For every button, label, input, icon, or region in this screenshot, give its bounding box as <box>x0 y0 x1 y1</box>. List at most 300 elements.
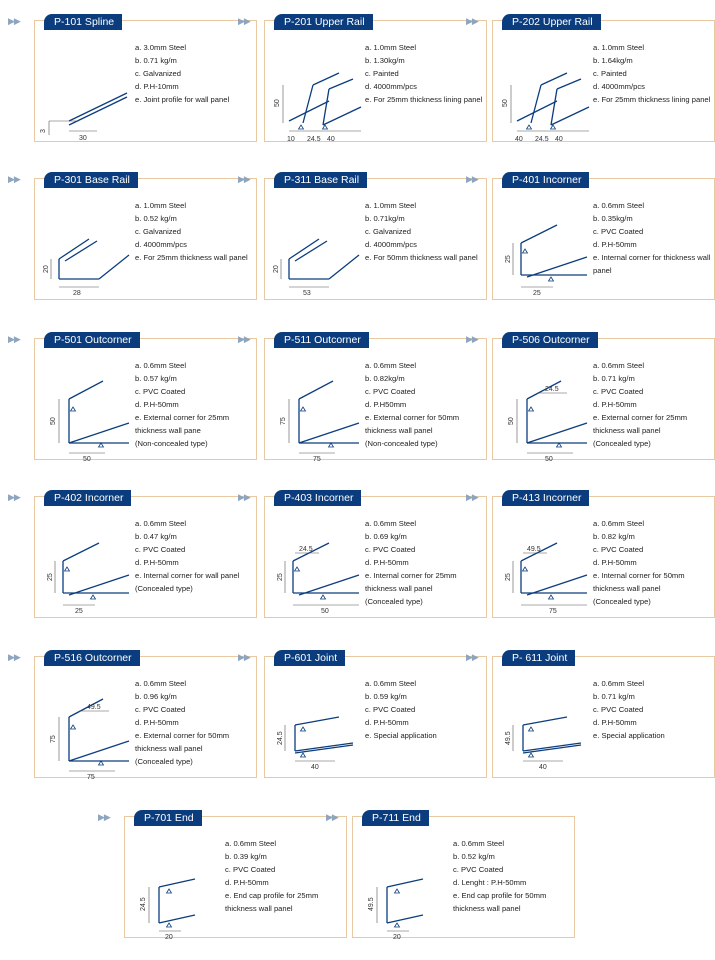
marker-triangle-icon <box>323 125 328 129</box>
spec-item: a. 0.6mm Steel <box>135 361 187 370</box>
spec-list <box>365 359 483 450</box>
profile-frame <box>34 338 257 463</box>
profile-line <box>387 879 423 887</box>
spec-item: d. P.H-50mm <box>365 718 409 727</box>
marker-triangle-icon <box>167 889 172 893</box>
dimension-label: 24.5 <box>545 386 559 393</box>
dimension-label: 49.5 <box>368 897 375 911</box>
dimension-label: 40 <box>311 764 319 771</box>
spec-item: c. Painted <box>593 69 627 78</box>
dimension-label: 40 <box>515 136 523 143</box>
spec-list <box>593 677 711 742</box>
double-arrow-icon: ▶▶ <box>8 335 20 345</box>
double-arrow-icon: ▶▶ <box>466 653 478 663</box>
profile-line <box>523 745 581 753</box>
double-arrow-icon: ▶▶ <box>466 17 478 27</box>
spec-list <box>365 677 483 742</box>
spec-item: a. 0.6mm Steel <box>225 839 277 848</box>
profile-frame <box>34 496 257 618</box>
dimension-label: 75 <box>87 774 95 781</box>
spec-item: e. Joint profile for wall panel <box>135 95 230 104</box>
profile-line <box>159 879 195 887</box>
dimension-label: 50 <box>50 417 57 425</box>
profile-drawing <box>39 203 135 303</box>
profile-line <box>557 79 581 89</box>
profile-line <box>323 107 361 125</box>
double-arrow-icon: ▶▶ <box>238 653 250 663</box>
profile-frame <box>492 656 715 778</box>
spec-item: e. End cap profile for 25mm thickness wall panel <box>225 891 319 913</box>
profile-line <box>159 915 195 923</box>
dimension-label: 49.5 <box>87 704 101 711</box>
spec-item: d. 4000mm/pcs <box>365 82 417 91</box>
marker-triangle-icon <box>295 567 300 571</box>
spec-item: d. P.H-50mm <box>135 400 179 409</box>
spec-list <box>225 837 343 915</box>
dimension-label: 50 <box>274 99 281 107</box>
dimension-label: 40 <box>327 136 335 143</box>
profile-frame <box>264 496 487 618</box>
spec-item: a. 1.0mm Steel <box>135 201 187 210</box>
profile-line <box>295 717 339 725</box>
spec-item: (Concealed type) <box>593 597 651 606</box>
dimension-label: 24.5 <box>535 136 549 143</box>
spec-item: c. PVC Coated <box>593 227 644 236</box>
profile-cross-section <box>269 45 365 145</box>
profile-drawing <box>497 521 593 621</box>
double-arrow-icon: ▶▶ <box>98 813 110 823</box>
profile-line <box>69 93 127 121</box>
spec-item: b. 0.71 kg/m <box>593 374 635 383</box>
spec-item: a. 0.6mm Steel <box>593 201 645 210</box>
spec-item: a. 0.6mm Steel <box>365 361 417 370</box>
spec-list <box>135 199 253 264</box>
profile-cross-section <box>39 681 135 781</box>
spec-item: d. P.H-50mm <box>593 718 637 727</box>
spec-list <box>593 359 711 450</box>
profile-line <box>517 101 557 121</box>
dimension-label: 25 <box>505 573 512 581</box>
spec-list <box>593 41 711 106</box>
profile-title: P- 611 Joint <box>502 650 575 666</box>
profile-title: P-601 Joint <box>274 650 345 666</box>
profile-line <box>63 543 99 561</box>
profile-drawing <box>497 45 593 145</box>
spec-list <box>593 199 711 277</box>
dimension-label: 75 <box>50 735 57 743</box>
spec-item: b. 1.64kg/m <box>593 56 633 65</box>
marker-triangle-icon <box>321 595 326 599</box>
dimension-label: 10 <box>287 136 295 143</box>
dimension-label: 20 <box>43 265 50 273</box>
dimension-label: 24.5 <box>277 731 284 745</box>
spec-item: a. 0.6mm Steel <box>593 679 645 688</box>
profile-card <box>8 332 257 463</box>
profile-line <box>551 107 589 125</box>
profile-drawing <box>497 203 593 303</box>
marker-triangle-icon <box>301 727 306 731</box>
dimension-label: 20 <box>393 934 401 941</box>
profile-card <box>466 172 715 298</box>
profile-card <box>466 14 715 143</box>
spec-item: e. External corner for 25mm thickness wall panel <box>593 413 688 435</box>
profile-drawing <box>269 45 365 145</box>
profile-line <box>69 423 129 443</box>
spec-list <box>365 517 483 608</box>
spec-item: c. PVC Coated <box>365 387 416 396</box>
spec-item: b. 0.82kg/m <box>365 374 405 383</box>
profile-line <box>541 73 567 85</box>
profile-title: P-516 Outcorner <box>44 650 140 666</box>
spec-item: c. PVC Coated <box>135 705 186 714</box>
double-arrow-icon: ▶▶ <box>238 335 250 345</box>
dimension-label: 25 <box>47 573 54 581</box>
spec-item: b. 0.57 kg/m <box>135 374 177 383</box>
profile-line <box>313 73 339 85</box>
profile-title: P-202 Upper Rail <box>502 14 601 30</box>
spec-item: (Non-concealed type) <box>365 439 438 448</box>
spec-item: b. 0.52 kg/m <box>135 214 177 223</box>
spec-item: c. PVC Coated <box>135 387 186 396</box>
profile-line <box>531 85 541 123</box>
profile-frame <box>492 338 715 463</box>
spec-item: b. 0.71 kg/m <box>593 692 635 701</box>
marker-triangle-icon <box>299 125 304 129</box>
marker-triangle-icon <box>167 923 172 927</box>
double-arrow-icon: ▶▶ <box>238 17 250 27</box>
spec-item: a. 0.6mm Steel <box>453 839 505 848</box>
spec-item: b. 1.30kg/m <box>365 56 405 65</box>
double-arrow-icon: ▶▶ <box>8 653 20 663</box>
dimension-label: 24.5 <box>307 136 321 143</box>
marker-triangle-icon <box>549 595 554 599</box>
marker-triangle-icon <box>395 889 400 893</box>
spec-item: c. PVC Coated <box>365 705 416 714</box>
double-arrow-icon: ▶▶ <box>238 175 250 185</box>
double-arrow-icon: ▶▶ <box>466 175 478 185</box>
spec-list <box>365 41 483 106</box>
spec-item: a. 1.0mm Steel <box>365 201 417 210</box>
profile-card <box>466 332 715 463</box>
spec-item: c. Galvanized <box>365 227 412 236</box>
profile-frame <box>492 20 715 142</box>
spec-item: (Concealed type) <box>593 439 651 448</box>
marker-triangle-icon <box>551 125 556 129</box>
profile-title: P-413 Incorner <box>502 490 589 506</box>
profile-line <box>521 225 557 243</box>
marker-triangle-icon <box>529 727 534 731</box>
spec-item: a. 0.6mm Steel <box>365 519 417 528</box>
profile-line <box>69 381 103 399</box>
profile-card <box>326 810 575 941</box>
spec-item: c. PVC Coated <box>135 545 186 554</box>
profile-card <box>238 332 487 463</box>
profile-cross-section <box>497 681 593 781</box>
spec-list <box>365 199 483 264</box>
spec-item: a. 0.6mm Steel <box>365 679 417 688</box>
dimension-label: 25 <box>75 608 83 615</box>
profile-card <box>466 650 715 776</box>
profile-card <box>98 810 347 941</box>
profile-frame <box>264 20 487 142</box>
profile-drawing <box>497 363 593 463</box>
profile-card <box>8 490 257 616</box>
spec-item: e. Internal corner for wall panel <box>135 571 240 580</box>
marker-triangle-icon <box>71 725 76 729</box>
profile-line <box>527 575 587 595</box>
spec-item: e. Special application <box>365 731 437 740</box>
spec-item: c. PVC Coated <box>593 545 644 554</box>
spec-item: (Concealed type) <box>135 584 193 593</box>
marker-triangle-icon <box>529 753 534 757</box>
profile-line <box>323 89 329 125</box>
spec-item: c. PVC Coated <box>225 865 276 874</box>
spec-list <box>135 359 253 450</box>
spec-item: (Non-concealed type) <box>135 439 208 448</box>
spec-item: e. For 50mm thickness wall panel <box>365 253 478 262</box>
spec-item: d. P.H-50mm <box>225 878 269 887</box>
spec-item: b. 0.71kg/m <box>365 214 405 223</box>
dimension-label: 50 <box>545 456 553 463</box>
profile-title: P-402 Incorner <box>44 490 131 506</box>
spec-item: (Concealed type) <box>365 597 423 606</box>
profile-title: P-403 Incorner <box>274 490 361 506</box>
profile-title: P-401 Incorner <box>502 172 589 188</box>
spec-item: a. 0.6mm Steel <box>135 519 187 528</box>
profile-card <box>238 14 487 143</box>
spec-item: c. PVC Coated <box>593 705 644 714</box>
dimension-label: 75 <box>280 417 287 425</box>
spec-item: a. 0.6mm Steel <box>593 519 645 528</box>
profile-card <box>8 650 257 781</box>
spec-list <box>135 677 253 768</box>
profile-card <box>8 14 257 142</box>
spec-item: d. P.H-10mm <box>135 82 179 91</box>
profile-drawing <box>269 203 365 303</box>
spec-item: b. 0.96 kg/m <box>135 692 177 701</box>
profile-line <box>69 741 129 761</box>
double-arrow-icon: ▶▶ <box>466 335 478 345</box>
dimension-label: 25 <box>505 255 512 263</box>
spec-item: e. For 25mm thickness wall panel <box>135 253 248 262</box>
dimension-label: 24.5 <box>299 546 313 553</box>
spec-item: b. 0.47 kg/m <box>135 532 177 541</box>
marker-triangle-icon <box>71 407 76 411</box>
profile-drawing <box>39 363 135 463</box>
spec-item: e. Special application <box>593 731 665 740</box>
double-arrow-icon: ▶▶ <box>8 175 20 185</box>
spec-item: d. 4000mm/pcs <box>593 82 645 91</box>
profile-frame <box>492 178 715 300</box>
spec-item: a. 3.0mm Steel <box>135 43 187 52</box>
marker-triangle-icon <box>301 407 306 411</box>
profile-card <box>238 172 487 298</box>
profile-line <box>299 575 359 595</box>
dimension-label: 50 <box>508 417 515 425</box>
profile-line <box>551 89 557 125</box>
spec-item: e. External corner for 25mm thickness wall pane <box>135 413 230 435</box>
profile-drawing <box>269 521 365 621</box>
profile-line <box>289 101 329 121</box>
dimension-label: 24.5 <box>140 897 147 911</box>
profile-card <box>8 172 257 298</box>
dimension-label: 53 <box>303 290 311 297</box>
spec-item: c. Galvanized <box>135 227 182 236</box>
spec-item: c. Galvanized <box>135 69 182 78</box>
profile-cross-section <box>269 203 365 303</box>
dimension-label: 49.5 <box>505 731 512 745</box>
profile-cross-section <box>39 521 135 621</box>
profile-line <box>329 79 353 89</box>
spec-item: d. P.H50mm <box>365 400 407 409</box>
spec-item: d. P.H-50mm <box>365 558 409 567</box>
profile-frame <box>264 338 487 463</box>
dimension-label: 49.5 <box>527 546 541 553</box>
profile-line <box>329 255 359 279</box>
spec-item: d. P.H-50mm <box>135 718 179 727</box>
spec-item: e. Internal corner for 50mm thickness wall panel <box>593 571 685 593</box>
profile-frame <box>34 656 257 781</box>
spec-list <box>135 517 253 595</box>
profile-line <box>99 255 129 279</box>
dimension-label: 50 <box>321 608 329 615</box>
spec-item: e. For 25mm thickness lining panel <box>365 95 483 104</box>
double-arrow-icon: ▶▶ <box>238 493 250 503</box>
double-arrow-icon: ▶▶ <box>8 17 20 27</box>
profile-title: P-701 End <box>134 810 202 826</box>
profile-line <box>295 743 353 751</box>
profile-line <box>527 257 587 277</box>
profile-title: P-311 Base Rail <box>274 172 367 188</box>
profile-frame <box>124 816 347 941</box>
profile-cross-section <box>129 841 225 941</box>
dimension-label: 75 <box>549 608 557 615</box>
dimension-label: 50 <box>83 456 91 463</box>
profile-line <box>299 381 333 399</box>
spec-item: b. 0.35kg/m <box>593 214 633 223</box>
profile-card <box>238 490 487 616</box>
profile-cross-section <box>497 363 593 463</box>
profile-drawing <box>269 681 365 781</box>
dimension-label: 28 <box>73 290 81 297</box>
profile-line <box>303 85 313 123</box>
marker-triangle-icon <box>529 407 534 411</box>
profile-line <box>523 717 567 725</box>
profile-line <box>69 575 129 595</box>
profile-cross-section <box>39 203 135 303</box>
profile-cross-section <box>269 363 365 463</box>
spec-item: e. End cap profile for 50mm thickness wall panel <box>453 891 547 913</box>
marker-triangle-icon <box>549 277 554 281</box>
spec-item: c. PVC Coated <box>453 865 504 874</box>
profile-drawing <box>129 841 225 941</box>
profile-cross-section <box>39 363 135 463</box>
profile-drawing <box>269 363 365 463</box>
profile-title: P-201 Upper Rail <box>274 14 373 30</box>
profile-line <box>387 915 423 923</box>
dimension-label: 30 <box>79 135 87 142</box>
marker-triangle-icon <box>523 249 528 253</box>
profile-frame <box>492 496 715 618</box>
marker-triangle-icon <box>301 753 306 757</box>
profile-line <box>299 423 359 443</box>
spec-item: b. 0.69 kg/m <box>365 532 407 541</box>
marker-triangle-icon <box>523 567 528 571</box>
spec-item: b. 0.52 kg/m <box>453 852 495 861</box>
spec-item: (Concealed type) <box>135 757 193 766</box>
profile-frame <box>264 656 487 778</box>
spec-item: d. P.H-50mm <box>593 240 637 249</box>
profile-frame <box>34 20 257 142</box>
spec-item: b. 0.39 kg/m <box>225 852 267 861</box>
profile-drawing <box>39 521 135 621</box>
double-arrow-icon: ▶▶ <box>8 493 20 503</box>
profile-line <box>523 743 581 751</box>
profile-title: P-711 End <box>362 810 429 826</box>
spec-item: d. 4000mm/pcs <box>135 240 187 249</box>
profile-cross-section <box>497 203 593 303</box>
profile-line <box>527 423 587 443</box>
profile-cross-section <box>39 45 135 145</box>
profile-card <box>466 490 715 616</box>
profile-cross-section <box>497 521 593 621</box>
profile-title: P-506 Outcorner <box>502 332 598 348</box>
dimension-label: 20 <box>273 265 280 273</box>
dimension-label: 75 <box>313 456 321 463</box>
profile-cross-section <box>497 45 593 145</box>
marker-triangle-icon <box>395 923 400 927</box>
spec-list <box>453 837 571 915</box>
spec-item: b. 0.82 kg/m <box>593 532 635 541</box>
dimension-label: 50 <box>502 99 509 107</box>
spec-item: c. Painted <box>365 69 399 78</box>
profile-title: P-501 Outcorner <box>44 332 140 348</box>
profile-drawing <box>39 681 135 781</box>
profile-title: P-301 Base Rail <box>44 172 138 188</box>
spec-item: a. 1.0mm Steel <box>593 43 645 52</box>
profile-frame <box>352 816 575 941</box>
dimension-label: 40 <box>555 136 563 143</box>
double-arrow-icon: ▶▶ <box>466 493 478 503</box>
spec-item: b. 0.59 kg/m <box>365 692 407 701</box>
marker-triangle-icon <box>527 125 532 129</box>
double-arrow-icon: ▶▶ <box>326 813 338 823</box>
spec-item: c. PVC Coated <box>365 545 416 554</box>
spec-list <box>593 517 711 608</box>
dimension-label: 40 <box>539 764 547 771</box>
profile-cross-section <box>357 841 453 941</box>
spec-item: e. Internal corner for 25mm thickness wall panel <box>365 571 457 593</box>
spec-item: e. For 25mm thickness lining panel <box>593 95 711 104</box>
profile-frame <box>264 178 487 300</box>
profile-drawing <box>357 841 453 941</box>
profile-line <box>295 745 353 753</box>
spec-item: c. PVC Coated <box>593 387 644 396</box>
spec-item: d. P.H-50mm <box>135 558 179 567</box>
dimension-label: 25 <box>277 573 284 581</box>
spec-item: e. Internal corner for thickness wall panel <box>593 253 711 275</box>
dimension-label: 20 <box>165 934 173 941</box>
profile-drawing <box>497 681 593 781</box>
dimension-label: 25 <box>533 290 541 297</box>
profile-title: P-101 Spline <box>44 14 122 30</box>
profile-card <box>238 650 487 776</box>
profile-frame <box>34 178 257 300</box>
spec-item: b. 0.71 kg/m <box>135 56 177 65</box>
profile-cross-section <box>269 681 365 781</box>
spec-item: a. 1.0mm Steel <box>365 43 417 52</box>
dimension-label: 3 <box>40 129 47 133</box>
